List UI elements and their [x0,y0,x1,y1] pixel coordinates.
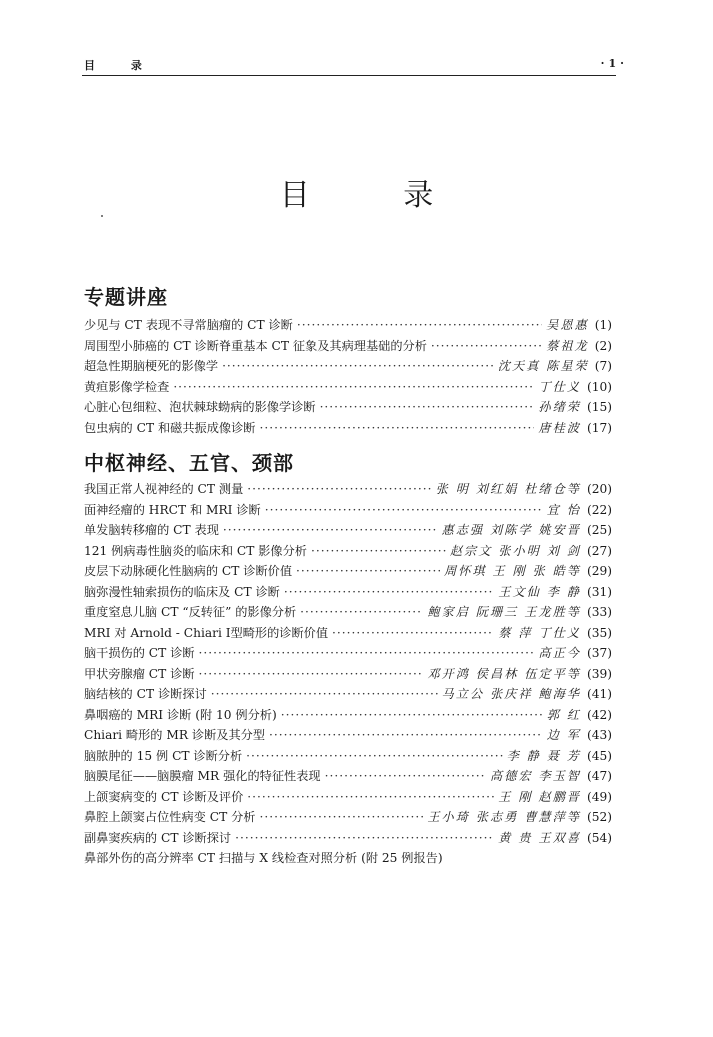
toc-entry-authors: 黄 贵 王双喜 [498,830,581,845]
toc-entry [84,480,612,501]
toc-entry-title: 黄疸影像学检查 [84,379,170,394]
toc-entry-page: (54) [586,830,612,845]
toc-entry [84,337,612,358]
toc-entry-page: (15) [586,400,612,414]
toc-entry-authors: 赵宗文 张小明 刘 剑 [449,543,581,558]
toc-entry-title: 包虫病的 CT 和磁共振成像诊断 [84,420,256,435]
toc-entry-page: (52) [586,810,612,824]
toc-entry [84,378,612,399]
running-header-title: 目 录 [84,59,158,72]
dot-leader [281,708,543,722]
toc-entry [84,542,612,563]
toc-entry-title: 甲状旁腺瘤 CT 诊断 [84,666,195,681]
toc-entry [84,808,612,829]
toc-entry [84,829,612,850]
dot-leader [259,421,534,435]
toc-entry-title: 重度窒息儿脑 CT “反转征” 的影像分析 [84,605,297,619]
toc-entry-page: (7) [594,359,612,373]
toc-entry-authors: 邓开鸿 侯昌林 伍定平等 [427,666,581,681]
toc-entry [84,583,612,604]
toc-entry-title: 脑结核的 CT 诊断探讨 [84,687,207,701]
dot-leader [235,831,494,845]
print-speck [101,215,103,217]
dot-leader [431,339,542,353]
toc-entry-authors: 鲍家启 阮珊三 王龙胜等 [427,605,581,619]
toc-entry-authors: 唐桂波 [538,420,581,435]
toc-entry [84,665,612,686]
toc-entry-page: (10) [586,379,612,394]
toc-entry [84,726,612,747]
dot-leader [332,626,494,640]
toc-entry-title: 鼻部外伤的高分辨率 CT 扫描与 X 线检查对照分析 (附 25 例报告) [84,851,443,865]
toc-entry [84,357,612,378]
dot-leader [211,687,438,701]
toc-entry-page: (27) [586,543,612,558]
toc-entry [84,788,612,809]
toc-entry-page: (45) [586,748,612,763]
toc-entry-authors: 孙绪荣 [538,400,581,414]
toc-entry [84,398,612,419]
toc-entry [84,767,612,788]
toc-entry-authors: 蔡 萍 丁仕义 [498,625,581,640]
toc-entry-authors: 吴恩惠 [546,318,589,332]
toc-entry-page: (35) [586,625,612,640]
toc-entry-page: (1) [594,318,612,332]
toc-entry [84,603,612,624]
toc-entry-title: 脑脓肿的 15 例 CT 诊断分析 [84,748,243,763]
section-heading-lectures: 专题讲座 [84,285,168,309]
toc-entry-authors: 王文仙 李 静 [498,584,581,599]
toc-entry-authors: 惠志强 刘陈学 姚安晋 [441,523,581,537]
toc-entry [84,521,612,542]
dot-leader [199,646,535,660]
dot-leader [223,523,438,537]
toc-entry-page: (31) [586,584,612,599]
toc-entry-authors: 边 军 [546,728,581,742]
toc-entry [84,644,612,665]
toc-entry [84,624,612,645]
dot-leader [325,769,486,783]
toc-entry-page: (43) [586,728,612,742]
toc-entry-authors: 宜 怡 [546,502,581,517]
toc-entry-authors: 王 刚 赵鹏晋 [498,789,581,804]
running-header [84,55,628,73]
toc-entry-page: (22) [586,502,612,517]
toc-entry [84,501,612,522]
toc-entry-page: (25) [586,523,612,537]
toc-entry-page: (37) [586,646,612,660]
toc-entry-page: (39) [586,666,612,681]
toc-entry-title: 少见与 CT 表现不寻常脑瘤的 CT 诊断 [84,318,293,332]
dot-leader [284,585,494,599]
dot-leader [300,605,423,619]
toc-entry-authors: 沈天真 陈星荣 [497,359,589,373]
toc-entry-title: 周围型小肺癌的 CT 诊断脊重基本 CT 征象及其病理基础的分析 [84,338,427,353]
toc-entry-title: 我国正常人视神经的 CT 测量 [84,482,244,496]
toc-entry-title: 鼻咽癌的 MRI 诊断 (附 10 例分析) [84,707,277,722]
toc-entry-title: 副鼻窦疾病的 CT 诊断探讨 [84,830,232,845]
toc-entry-authors: 张 明 刘红娟 杜绪仓等 [435,482,581,496]
header-rule [82,75,616,76]
toc-entry [84,316,612,337]
toc-entry-page: (41) [586,687,612,701]
dot-leader [259,810,423,824]
toc-entry-authors: 高德宏 李玉智 [489,769,581,783]
toc-entry [84,706,612,727]
toc-entry-page: (49) [586,789,612,804]
dot-leader [247,790,494,804]
page-number: ·1· [600,57,628,70]
dot-leader [222,359,494,373]
toc-entry-page: (2) [594,338,612,353]
section-heading-cns: 中枢神经、五官、颈部 [84,451,294,475]
toc-entry-page: (20) [586,482,612,496]
toc-entry [84,685,612,706]
toc-entry-authors: 王小琦 张志勇 曹慧萍等 [427,810,581,824]
dot-leader [269,728,543,742]
dot-leader [297,318,542,332]
toc-entry-title: 皮层下动脉硬化性脑病的 CT 诊断价值 [84,564,293,578]
toc-entry-title: Chiari 畸形的 MR 诊断及其分型 [84,728,266,742]
toc-entry [84,849,612,870]
toc-entry-title: MRI 对 Arnold - Chiari Ⅰ型畸形的诊断价值 [84,625,329,640]
toc-section-cns [84,480,612,870]
toc-entry-authors: 周怀琪 王 刚 张 皓等 [443,564,581,578]
page-title: 目 录 [279,178,476,213]
toc-entry-authors: 蔡祖龙 [546,338,589,353]
dot-leader [265,503,543,517]
toc-entry-page: (17) [586,420,612,435]
toc-entry-title: 超急性期脑梗死的影像学 [84,359,219,373]
toc-entry [84,747,612,768]
dot-leader [247,482,431,496]
dot-leader [199,667,424,681]
toc-entry-authors: 丁仕义 [538,379,581,394]
toc-entry-page: (42) [586,707,612,722]
toc-entry [84,419,612,440]
dot-leader [311,544,446,558]
toc-entry-title: 心脏心包细粒、泡状棘球蚴病的影像学诊断 [84,400,316,414]
dot-leader [296,564,440,578]
toc-entry-title: 121 例病毒性脑炎的临床和 CT 影像分析 [84,543,307,558]
toc-entry-authors: 高正今 [538,646,581,660]
toc-section-lectures [84,316,612,439]
toc-entry-title: 上颌窦病变的 CT 诊断及评价 [84,789,244,804]
toc-entry-title: 面神经瘤的 HRCT 和 MRI 诊断 [84,502,261,517]
dot-leader [246,749,502,763]
toc-entry-title: 脑干损伤的 CT 诊断 [84,646,195,660]
toc-entry [84,562,612,583]
toc-entry-title: 单发脑转移瘤的 CT 表现 [84,523,219,537]
toc-entry-authors: 郭 红 [546,707,581,722]
toc-entry-page: (47) [586,769,612,783]
dot-leader [320,400,535,414]
toc-entry-title: 脑弥漫性轴索损伤的临床及 CT 诊断 [84,584,280,599]
toc-entry-authors: 马立公 张庆祥 鲍海华 [441,687,581,701]
toc-entry-authors: 李 静 聂 芳 [506,748,581,763]
dot-leader [173,380,534,394]
toc-entry-title: 鼻腔上颌窦占位性病变 CT 分析 [84,810,256,824]
toc-entry-title: 脑膜尾征——脑膜瘤 MR 强化的特征性表现 [84,769,321,783]
toc-entry-page: (29) [586,564,612,578]
toc-entry-page: (33) [586,605,612,619]
